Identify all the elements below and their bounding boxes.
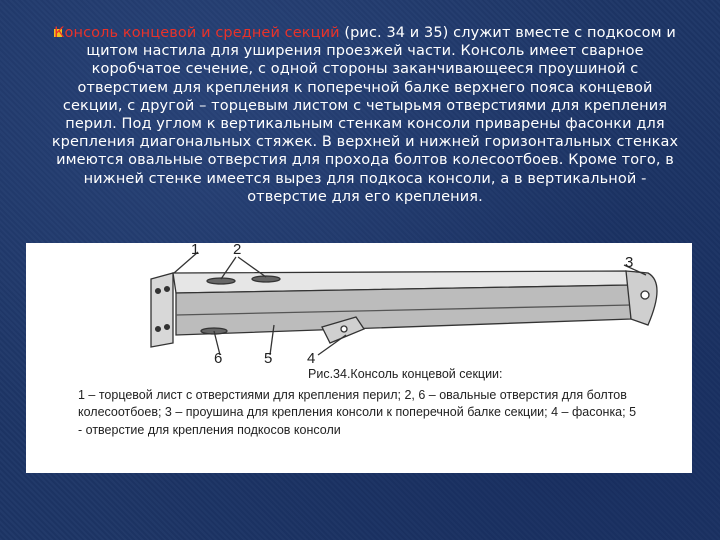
callout-5: 5 bbox=[264, 350, 273, 367]
figure-panel bbox=[26, 243, 692, 473]
slide-paragraph bbox=[50, 24, 680, 206]
callout-4: 4 bbox=[307, 350, 316, 367]
callout-2: 2 bbox=[233, 243, 242, 258]
callout-3: 3 bbox=[625, 254, 634, 271]
caption-body: 1 – торцевой лист с отверстиями для крепления перил; 2, 6 – овальные отверстия для болтов колесоотбоев; 3 – проушина для крепления консоли к поперечной балке секции; 4 – фасонка; 5 - отверстие для крепления подкосов консоли bbox=[78, 387, 637, 437]
highlight-phrase: Консоль концевой и средней секций bbox=[54, 25, 340, 41]
figure-caption bbox=[78, 366, 638, 439]
paragraph-text: (рис. 34 и 35) служит вместе с подкосом и щитом настила для уширения проезжей части. Консоль имеет сварное коробчатое сечение, с одной стороны заканчивающееся проушиной с отверстием для крепления к поперечной балке верхнего пояса концевой секции, с другой – торцевым листом с четырьмя отверстиями для крепления перил. Под углом к вертикальным стенкам консоли приварены фасонки для крепления диагональных стяжек. В верхней и нижней горизонтальных стенках имеются овальные отверстия для прохода болтов колесоотбоев. Кроме того, в нижней стенке имеется вырез для подкоса консоли, а в вертикальной - отверстие для его крепления. bbox=[51, 25, 679, 205]
caption-title: Рис.34.Консоль концевой секции: bbox=[308, 367, 503, 381]
callout-1: 1 bbox=[191, 243, 200, 258]
callout-6: 6 bbox=[214, 350, 223, 367]
